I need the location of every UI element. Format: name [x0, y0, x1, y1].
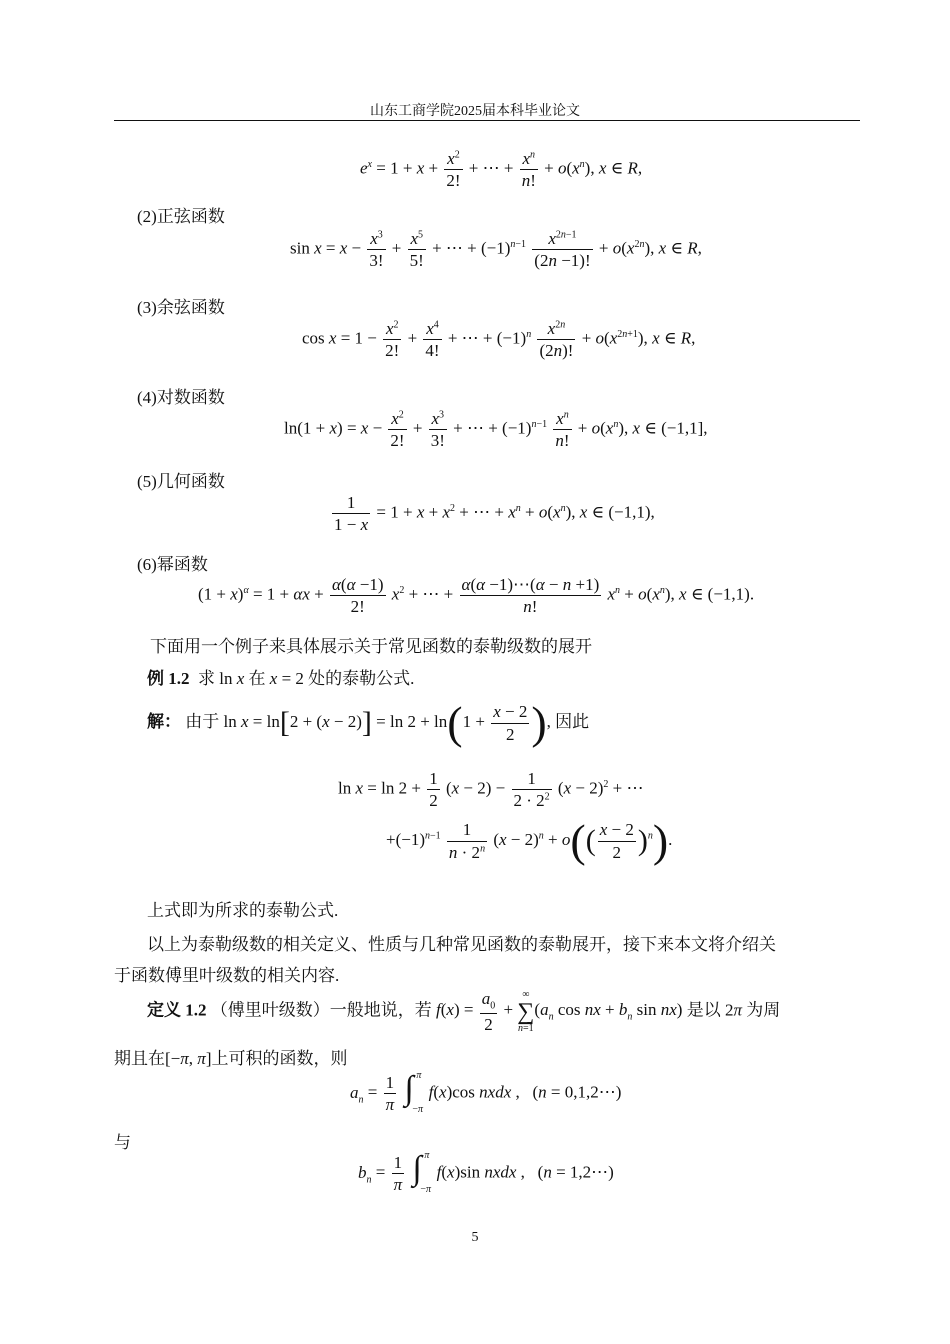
definition-line2-post: 上可积的函数，则 — [211, 1049, 348, 1068]
example-intro-text: 下面用一个例子来具体展示关于常见函数的泰勒级数的展开 — [150, 637, 592, 656]
item-sine-label: (2)正弦函数 — [137, 207, 225, 226]
definition-label: 定义 1.2 — [147, 1000, 207, 1020]
item-power-label: (6)幂函数 — [137, 555, 208, 574]
sine-series-equation: sin x = x − $\frac{x^3}{3!}$ + $\frac{x^5}{5!}$ + ⋯ + $(-1)^{n-1}$ $\frac{x^{2n-1}}{(2n -1)!}$ + $o(x^{2n})$, x ∈ R, — [290, 229, 702, 271]
item-log-label: (4)对数函数 — [137, 388, 225, 407]
definition-paren-text: （傅里叶级数）一般地说，若 — [210, 1000, 432, 1020]
transition-text-line1: 以上为泰勒级数的相关定义、性质与几种常见函数的泰勒展开，接下来本文将介绍关 — [147, 935, 776, 954]
solution-text-post: , 因此 — [546, 711, 590, 731]
definition-text-post: 是以 — [686, 1000, 721, 1020]
and-connector: 与 — [114, 1133, 131, 1152]
exp-series-equation: $e^x = 1 + x$ + $\frac{x^2}{2!}$ + ⋯ + $\frac{x^n}{n!}$ + $o(x^n)$, x ∈ R, — [360, 149, 643, 191]
fourier-an-formula: $a_n$ = $\frac{1}{\pi}$ ∫ π −π f(x)cos nxdx , (n = 0,1,2⋯) — [350, 1069, 622, 1115]
definition-line1: 定义 1.2 （傅里叶级数）一般地说，若 f(x) = $\frac{a_0}{2}$ + ∞ ∑ n=1 ($a_n$ cos nx + $b_n$ sin nx) 是以 2π 为周 — [147, 988, 781, 1034]
power-series-equation: $(1 + x)^\alpha = 1 + \alpha x$ + $\frac{\alpha(\alpha -1)}{2!}$ $x^2$ + ⋯ + $\frac{\alpha(\alpha -1)\cdots(\alpha - n +1)}{n!}$ $x^n + o(x^n)$, x ∈ (−1,1). — [198, 575, 755, 617]
definition-line2-pre: 期且在 — [114, 1049, 165, 1068]
example-text-post: 处的泰勒公式. — [308, 669, 415, 688]
solution-label: 解： — [147, 711, 181, 731]
example-statement: 例 1.2 求 ln x 在 x = 2 处的泰勒公式. — [147, 669, 415, 688]
page-number: 5 — [471, 1230, 479, 1245]
solution-text-pre: 由于 — [185, 711, 220, 731]
item-cosine-label: (3)余弦函数 — [137, 298, 225, 317]
conclusion-text: 上式即为所求的泰勒公式. — [147, 901, 339, 920]
cosine-series-equation: cos x = 1 − $\frac{x^2}{2!}$ + $\frac{x^4}{4!}$ + ⋯ + $(-1)^n$ $\frac{x^{2n}}{(2n)!}$ + $o(x^{2n+1})$, x ∈ R, — [302, 319, 696, 361]
log-series-equation: ln(1 + x) = x − $\frac{x^2}{2!}$ + $\frac{x^3}{3!}$ + ⋯ + $(-1)^{n-1}$ $\frac{x^n}{n!}$ + $o(x^n)$, x ∈ (−1,1], — [284, 409, 708, 451]
example-text-mid: 在 — [248, 669, 266, 688]
ln-expansion-line2: $+(-1)^{n-1}$ $\frac{1}{n \cdot 2^n}$ $(x - 2)^n + o$(( $\frac{x - 2}{2}$ )$^n$). — [386, 815, 673, 866]
solution-line: 解： 由于 ln x = ln[2 + (x − 2)] = ln 2 + ln(1 + $\frac{x - 2}{2}$ ), 因此 — [147, 697, 590, 748]
fourier-bn-formula: $b_n$ = $\frac{1}{\pi}$ ∫ π −π f(x)sin nxdx , (n = 1,2⋯) — [358, 1149, 614, 1195]
item-geometric-label: (5)几何函数 — [137, 472, 225, 491]
example-label: 例 1.2 — [147, 669, 190, 688]
transition-text-line2: 于函数傅里叶级数的相关内容. — [114, 966, 340, 985]
running-header: 山东工商学院2025届本科毕业论文 — [370, 104, 580, 119]
ln-expansion-line1: ln x = ln 2 + $\frac{1}{2}$ (x − 2) − $\frac{1}{2 \cdot 2^2}$ $(x - 2)^2$ + ⋯ — [338, 769, 644, 811]
example-text-pre: 求 — [198, 669, 215, 688]
definition-text-period: 为周 — [746, 1000, 781, 1020]
header-rule — [114, 120, 860, 121]
definition-line2: 期且在[−π, π]上可积的函数，则 — [114, 1049, 348, 1068]
geometric-series-equation: $\frac{1}{1 - x}$ = $1 + x + x^2$ + ⋯ + $x^n + o(x^n)$, x ∈ (−1,1), — [334, 493, 655, 535]
